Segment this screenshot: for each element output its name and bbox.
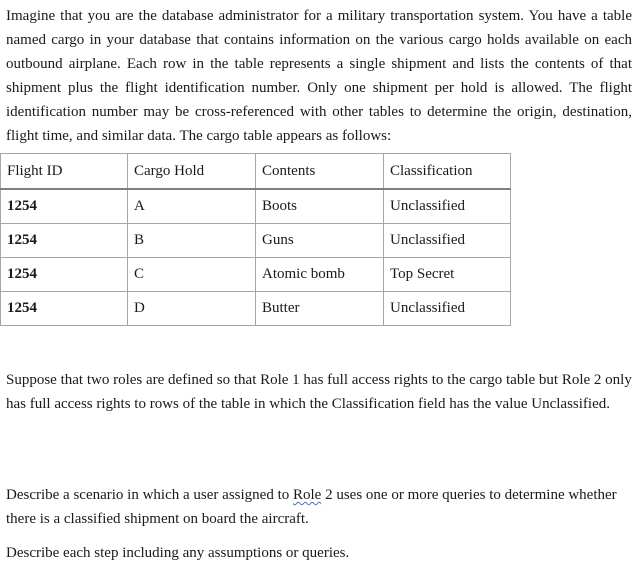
cell-flight-id: 1254: [1, 189, 128, 224]
cell-contents: Boots: [256, 189, 384, 224]
cell-cargo-hold: D: [128, 292, 256, 326]
roles-paragraph: Suppose that two roles are defined so that Role 1 has full access rights to the cargo table but Role 2 only has full access rights to rows of the table in which the Classification field has the value Unclassified.: [6, 372, 632, 412]
table-row: [1, 224, 511, 258]
cell-classification: Unclassified: [384, 189, 511, 224]
spellcheck-flagged-word: Role: [293, 487, 322, 503]
header-classification: Classification: [384, 154, 511, 190]
scenario-paragraph: [6, 483, 632, 531]
cell-cargo-hold: A: [128, 189, 256, 224]
cell-cargo-hold: C: [128, 258, 256, 292]
cell-flight-id: 1254: [1, 224, 128, 258]
cell-classification: Unclassified: [384, 224, 511, 258]
table-row: [1, 292, 511, 326]
scenario-text-start: Describe a scenario in which a user assigned to: [6, 487, 293, 503]
scenario-text-end: 2 uses one or more queries to determine whether there is a classified shipment on board the aircraft.: [6, 487, 617, 527]
table-row: [1, 189, 511, 224]
header-contents: Contents: [256, 154, 384, 190]
cell-flight-id: 1254: [1, 292, 128, 326]
header-cargo-hold: Cargo Hold: [128, 154, 256, 190]
header-flight-id: Flight ID: [1, 154, 128, 190]
cell-cargo-hold: B: [128, 224, 256, 258]
steps-paragraph: Describe each step including any assumptions or queries.: [6, 545, 350, 561]
cell-contents: Butter: [256, 292, 384, 326]
cell-contents: Atomic bomb: [256, 258, 384, 292]
cell-contents: Guns: [256, 224, 384, 258]
intro-paragraph: Imagine that you are the database administrator for a military transportation system. You have a table named cargo in your database that contains information on the various cargo holds available on each outbound airplane. Each row in the table represents a single shipment and lists the contents of that shipment plus the flight identification number. Only one shipment per hold is allowed. The flight identification number may be cross-referenced with other tables to determine the origin, destination, flight time, and similar data. The cargo table appears as follows:: [6, 8, 632, 144]
cargo-table: [0, 153, 511, 326]
cell-flight-id: 1254: [1, 258, 128, 292]
table-header-row: [1, 154, 511, 190]
cell-classification: Unclassified: [384, 292, 511, 326]
cell-classification: Top Secret: [384, 258, 511, 292]
table-row: [1, 258, 511, 292]
